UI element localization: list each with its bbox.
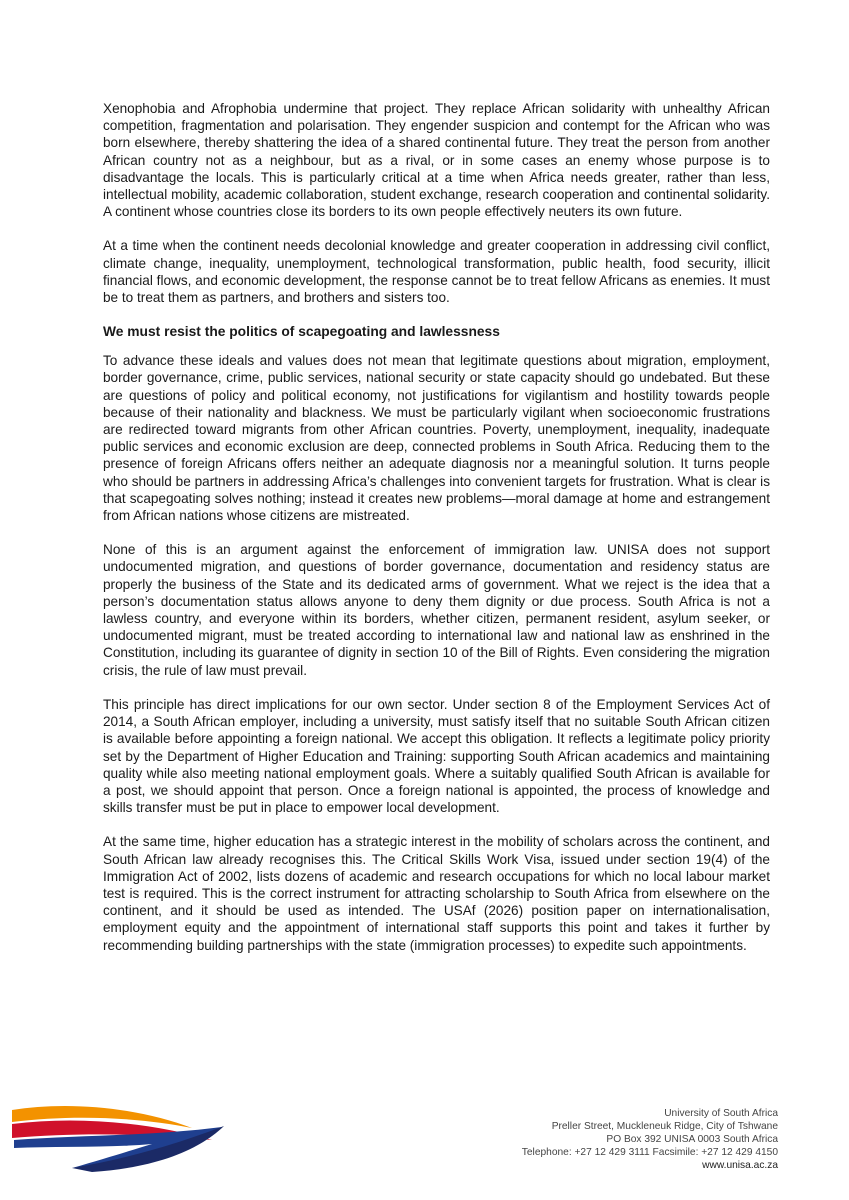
- footer-po-box: PO Box 392 UNISA 0003 South Africa: [606, 1133, 778, 1145]
- section-heading: We must resist the politics of scapegoating and lawlessness: [103, 324, 500, 340]
- footer-website-link[interactable]: www.unisa.ac.za: [702, 1159, 778, 1171]
- paragraph-decolonial-knowledge: At a time when the continent needs decolonial knowledge and greater cooperation in addressing civil conflict, climate change, inequality, unemployment, technological transformation, public health, food security, illicit financial flows, and economic development, the response cannot be to treat fellow Africans as enemies. It must be to treat them as partners, and brothers and sisters too.: [103, 238, 770, 306]
- paragraph-employment-services-act: This principle has direct implications for our own sector. Under section 8 of the Employment Services Act of 2014, a South African employer, including a university, must satisfy itself that no suitable South African citizen is available before appointing a foreign national. We accept this obligation. It reflects a legitimate policy priority set by the Department of Higher Education and Training: supporting South African academics and maintaining quality while also meeting national employment goals. Where a suitably qualified South African is available for a post, we should appoint that person. Once a foreign national is appointed, the process of knowledge and skills transfer must be put in place to empower local development.: [103, 696, 770, 816]
- unisa-swoosh-logo: [12, 1104, 224, 1174]
- footer-address: [458, 1108, 778, 1173]
- document-body: [103, 100, 770, 971]
- footer-telephone: Telephone: +27 12 429 3111 Facsimile: +27 12 429 4150: [521, 1146, 778, 1158]
- footer-street: Preller Street, Muckleneuk Ridge, City of Tshwane: [551, 1120, 778, 1132]
- paragraph-critical-skills-visa: At the same time, higher education has a strategic interest in the mobility of scholars across the continent, and South African law already recognises this. The Critical Skills Work Visa, issued under section 19(4) of the Immigration Act of 2002, lists dozens of academic and research occupations for which no local labour market test is required. This is the correct instrument for attracting scholarship to South Africa from elsewhere on the continent, and it should be used as intended. The USAf (2026) position paper on internationalisation, employment equity and the appointment of international staff supports this point and takes it further by recommending building partnerships with the state (immigration processes) to expedite such appointments.: [103, 834, 770, 953]
- paragraph-xenophobia: Xenophobia and Afrophobia undermine that project. They replace African solidarity with unhealthy African competition, fragmentation and polarisation. They engender suspicion and contempt for the African who was born elsewhere, thereby shattering the idea of a shared continental future. They treat the person from another African country not as a neighbour, but as a rival, or in some cases an enemy whose purpose is to disadvantage the locals. This is particularly critical at a time when Africa needs greater, rather than less, intellectual mobility, academic collaboration, student exchange, research cooperation and continental solidarity. A continent whose countries close its borders to its own people effectively neuters its own future.: [103, 101, 770, 220]
- paragraph-immigration-law: None of this is an argument against the enforcement of immigration law. UNISA does not support undocumented migration, and questions of border governance, documentation and residency status are properly the business of the State and its dedicated arms of government. What we reject is the idea that a person’s documentation status allows anyone to deny them dignity or due process. South Africa is not a lawless country, and everyone within its borders, whether citizen, permanent resident, asylum seeker, or undocumented migrant, must be treated according to international law and national law as enshrined in the Constitution, including its guarantee of dignity in section 10 of the Bill of Rights. Even considering the migration crisis, the rule of law must prevail.: [103, 542, 770, 678]
- paragraph-scapegoating: To advance these ideals and values does not mean that legitimate questions about migration, employment, border governance, crime, public services, national security or state capacity should go undebated. But these are questions of policy and political economy, not justifications for vigilantism and hostility towards people because of their nationality and blackness. We must be particularly vigilant when socioeconomic frustrations are redirected toward migrants from other African countries. Poverty, unemployment, inequality, inadequate public services and economic exclusion are deep, connected problems in South Africa. Reducing them to the presence of foreign Africans offers neither an adequate diagnosis nor a meaningful solution. It turns people who should be partners in addressing Africa’s challenges into convenient targets for frustration. What is clear is that scapegoating solves nothing; instead it creates new problems—moral damage at home and estrangement from African nations whose citizens are mistreated.: [103, 353, 770, 524]
- footer-university-name: University of South Africa: [664, 1108, 778, 1119]
